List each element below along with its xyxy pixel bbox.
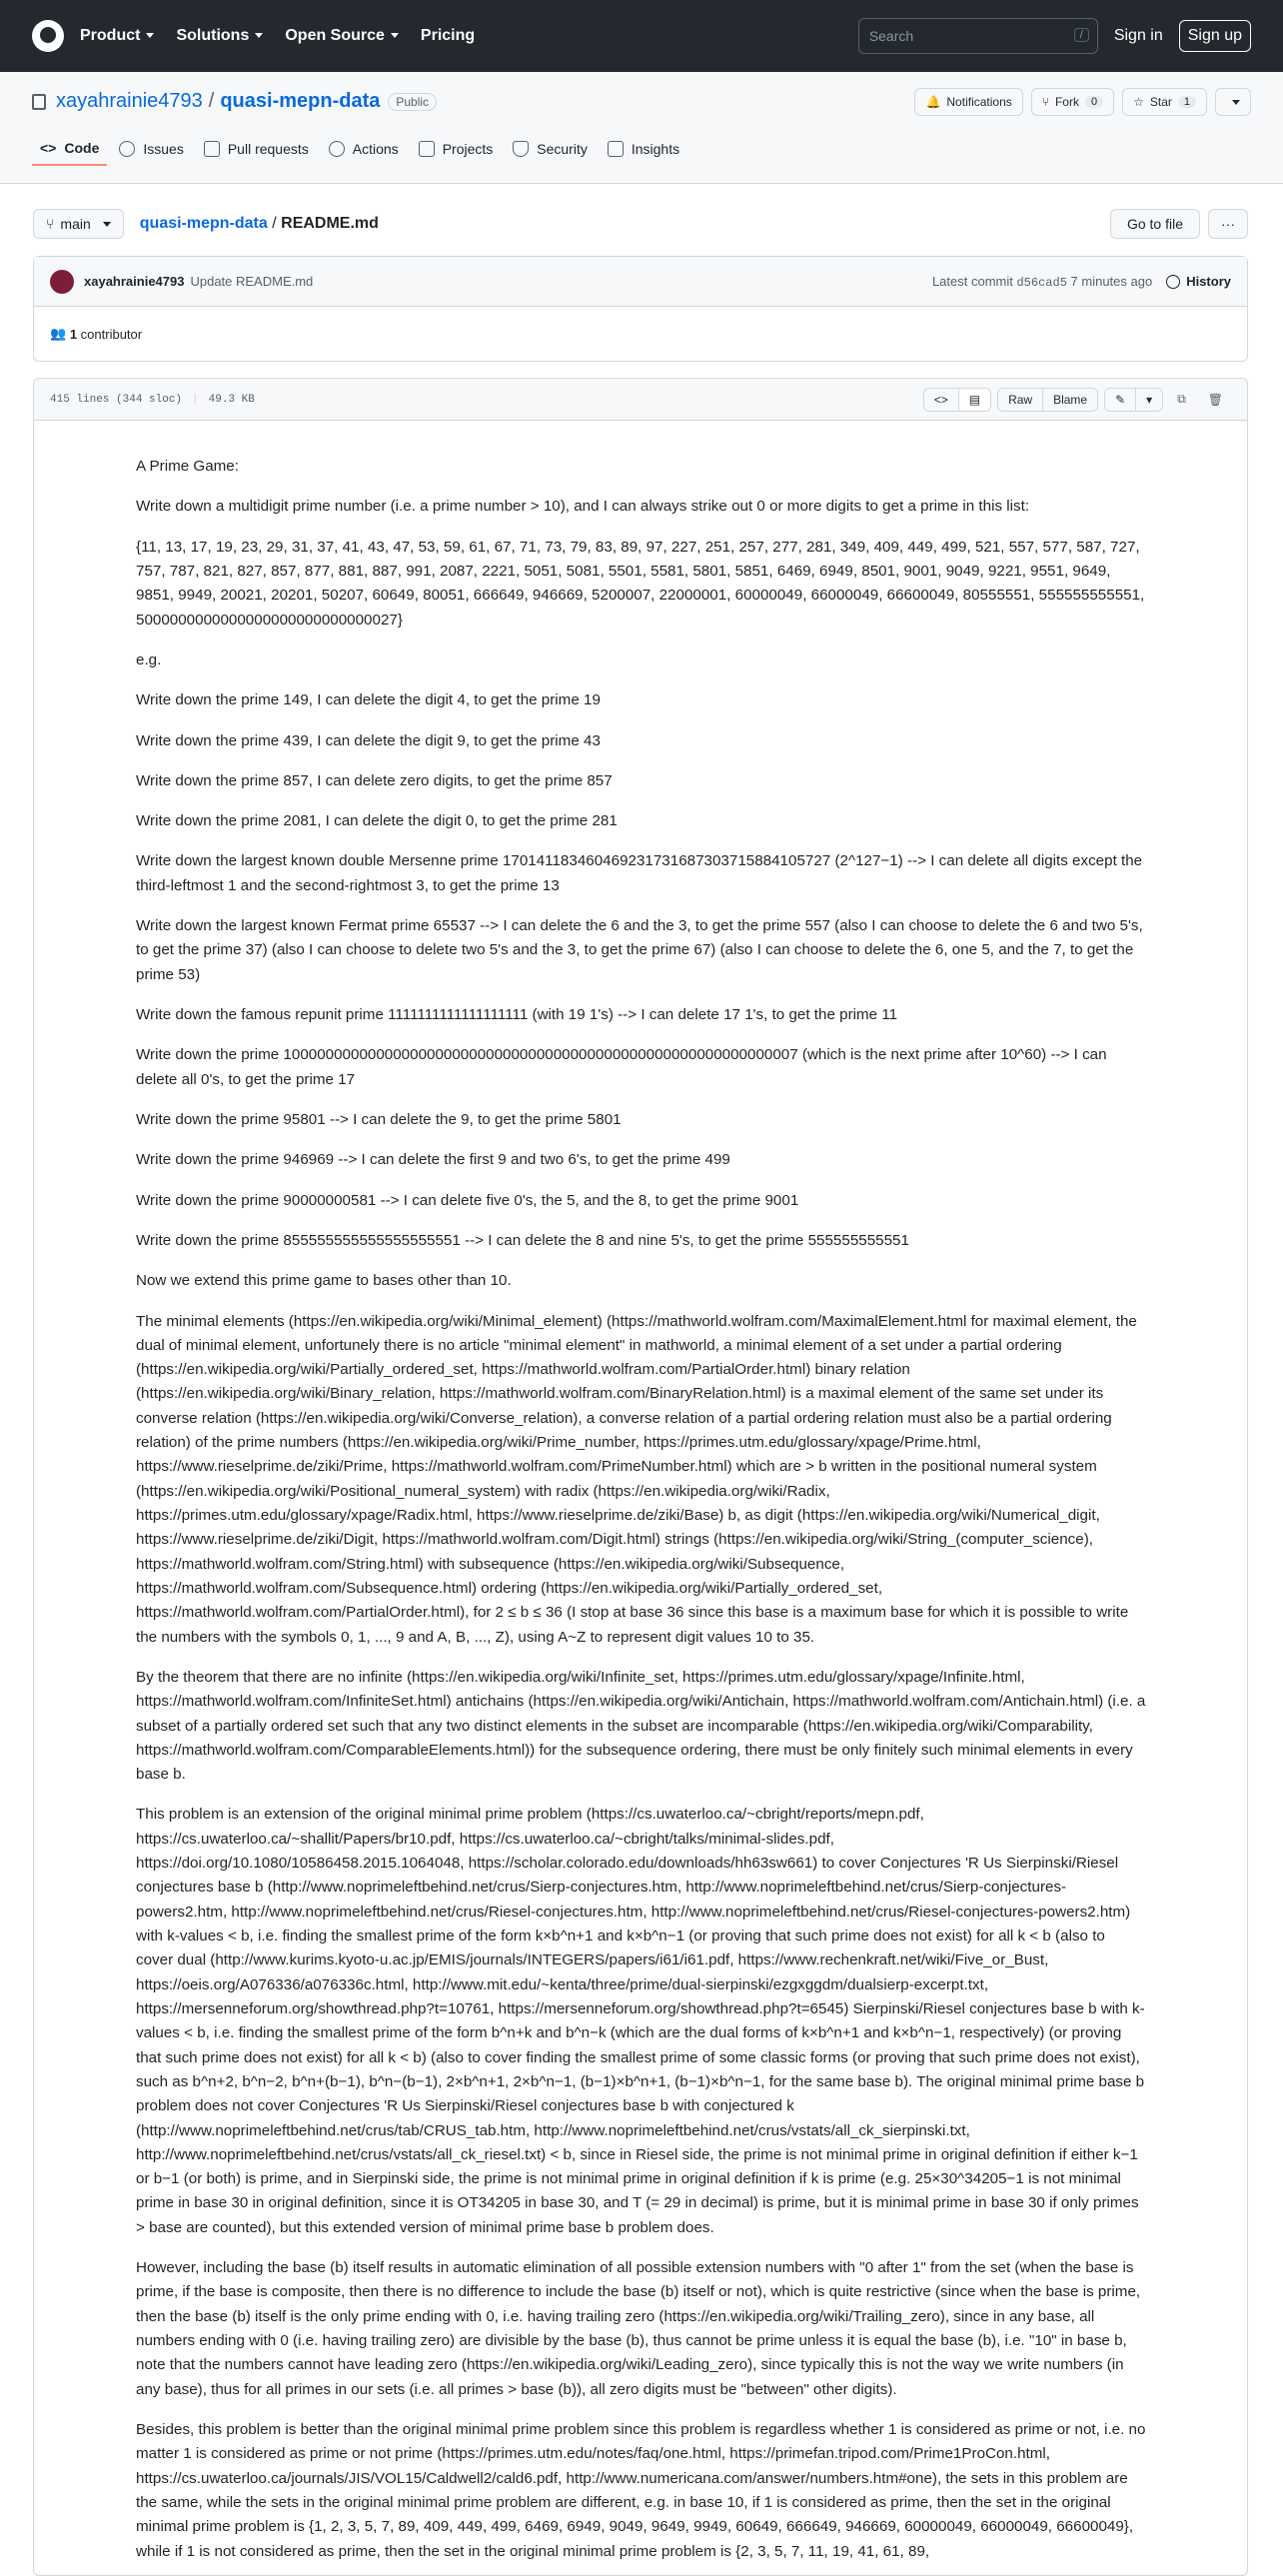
sign-up-button[interactable]: Sign up — [1179, 20, 1251, 52]
latest-commit-info: Latest commit d56cad5 7 minutes ago — [931, 273, 1153, 290]
code-icon: <> — [40, 140, 57, 156]
fork-count: 0 — [1085, 96, 1103, 108]
readme-paragraph: Write down the largest known double Mersenne prime 170141183460469231731687303715884105727 (2^127−1) --> I can delete all digits except the third-leftmost 1 and the second-rightmost 3, to get the prime 13 — [136, 852, 1143, 894]
sign-in-link[interactable]: Sign in — [1113, 27, 1163, 44]
chevron-down-icon — [391, 33, 399, 38]
readme-paragraph: The minimal elements (https://en.wikipedia.org/wiki/Minimal_element) (https://mathworld.wolfram.com/MaximalElement.html for maximal element, the dual of minimal element, unfortunely there is no article "minimal element" in mathworld, a minimal element of a set under a partial ordering (https://en.wikipedia.org/wiki/Partially_ordered_set, https://mathworld.wolfram.com/PartialOrder.html) binary relation (https://en.wikipedia.org/wiki/Binary_relation, https://mathworld.wolfram.com/BinaryRelation.html) is a maximal element of the same set under its converse relation (https://en.wikipedia.org/wiki/Converse_relation), a converse relation of a partial ordering relation must also be a partial ordering relation) of the prime numbers (https://en.wikipedia.org/wiki/Prime_number, https://primes.utm.edu/glossary/xpage/Prime.html, https://www.rieselprime.de/ziki/Prime, https://mathworld.wolfram.com/PrimeNumber.html) which are > b written in the positional numeral system (https://en.wikipedia.org/wiki/Positional_numeral_system) with radix (https://en.wikipedia.org/wiki/Radix, https://primes.utm.edu/glossary/xpage/Radix.html, https://www.rieselprime.de/ziki/Base) b, as digit (https://en.wikipedia.org/wiki/Numerical_digit, https://www.rieselprime.de/ziki/Digit, https://mathworld.wolfram.com/Digit.html) strings (https://en.wikipedia.org/wiki/String_(computer_science), https://mathworld.wolfram.com/String.html) with subsequence (https://en.wikipedia.org/wiki/Subsequence, https://mathworld.wolfram.com/Subsequence.html) ordering (https://en.wikipedia.org/wiki/Partially_ordered_set, https://mathworld.wolfram.com/PartialOrder.html), for 2 ≤ b ≤ 36 (I stop at base 36 since this base is a maximum base for which it is possible to write the numbers with the symbols 0, 1, ..., 9 and A, B, ..., Z), using A~Z to represent digit values 10 to 35. — [136, 1312, 1137, 1646]
readme-paragraph: However, including the base (b) itself results in automatic elimination of all possible extension numbers with "0 after 1" from the set (when the base is prime, if the base is composite, then there is no difference to include the base (b) itself or not), which is quite restrictive (since when the base is prime, then the base (b) itself is the only prime ending with 0, i.e. having trailing zero (https://en.wikipedia.org/wiki/Trailing_zero), since in any base, all numbers ending with 0 (i.e. having trailing zero) are divisible by the base (b), thus cannot be prime unless it is equal the base (b), i.e. "10" in base b, note that the numbers cannot have leading zero (https://en.wikipedia.org/wiki/Leading_zero), since typically this is not the way we write numbers (in any base), thus for all primes in our sets (i.e. all primes > base (b)), all zero digits must be "between" other digits). — [136, 2259, 1141, 2398]
chevron-down-icon — [1232, 100, 1240, 105]
chevron-down-icon — [103, 222, 111, 227]
breadcrumb-repo-link[interactable]: quasi-mepn-data — [139, 215, 268, 232]
repo-name-link[interactable]: quasi-mepn-data — [220, 90, 381, 112]
commit-sha[interactable]: d56cad5 — [1016, 275, 1067, 290]
shield-icon — [513, 141, 529, 157]
github-logo-icon[interactable] — [32, 20, 64, 52]
file-viewer: 415 lines (344 sloc) | 49.3 KB <> ▤ Raw Blame ✎ ▾ ⧉ 🗑 A Prime Game: Write down a multidigit prime number (i.e. a prime number > 10), and I can always strike out 0 or more digits to get a prime in this list: {11, 13, 17, 19, 23, 29, 31, 37, 41, 43, 47, 53, 59, 61, 67, 71, 73, 79, 83, 89, 97, 227, 251, 257, 277, 281, 349, 409, 449, 499, 521, 557, 577, 587, 727, 757, 787, 821, 827, 857, 877, 881, 887, 991, 2087, 2221, 5051, 5081, 5501, 5581, 5801, 5851, 6469, 6949, 8501, 9001, 9049, 9221, 9551, 9649, 9851, 9949, 20021, 20201, 50207, 60649, 80051, 666649, 946669, 5200007, 22000001, 60000049, 66000049, 66600049, 80555551, 555555555551, 5000000000000000000000000000027} e.g. Write down the prime 149, I can delete the digit 4, to get the prime 19 Write down the prime 439, I can delete the digit 9, to get the prime 43 Write down the prime 857, I can delete zero digits, to get the prime 857 Write down the prime 2081, I can delete the digit 0, to get the prime 281 Write down the largest known double Mersenne prime 170141183460469231731687303715884105727 (2^127−1) --> I can delete all digits except the third-leftmost 1 and the second-rightmost 3, to get the prime 13 Write down the largest known Fermat prime 65537 --> I can delete the 6 and the 3, to get the prime 557 (also I can choose to delete the 6 and two 5's, to get the prime 37) (also I can choose to delete two 5's and the 3, to get the prime 67) (also I can choose to delete the 6, one 5, and the 7, to get the prime 53) Write down the famous repunit prime 1111111111111111111 (with 19 1's) --> I can delete 17 1's, to get the prime 11 Write down the prime 1000000000000000000000000000000000000000000000000000000000007 (which is the next prime after 10^60) --> I can delete all 0's, to get the prime 17 Write down the prime 95801 --> I can delete the 9, to get the prime 5801 Write down the prime 946969 --> I can delete the first 9 and two 6's, to get the prime 499 Write down the prime 90000000581 --> I can delete five 0's, the 5, and the 8, to get the prime 9001 Write down the prime 855555555555555555551 --> I can delete the 8 and nine 5's, to get the prime 555555555551 Now we extend this prime game to bases other than 10. The minimal elements (https://en.wikipedia.org/wiki/Minimal_element) (https://mathworld.wolfram.com/MaximalElement.html for maximal element, the dual of minimal element, unfortunely there is no article "minimal element" in mathworld, a minimal element of a set under a partial ordering (https://en.wikipedia.org/wiki/Partially_ordered_set, https://mathworld.wolfram.com/PartialOrder.html) binary relation (https://en.wikipedia.org/wiki/Binary_relation, https://mathworld.wolfram.com/BinaryRelation.html) is a maximal element of the same set under its converse relation (https://en.wikipedia.org/wiki/Converse_relation), a converse relation of a partial ordering relation must also be a partial ordering relation) of the prime numbers (https://en.wikipedia.org/wiki/Prime_number, https://primes.utm.edu/glossary/xpage/Prime.html, https://www.rieselprime.de/ziki/Prime, https://mathworld.wolfram.com/PrimeNumber.html) which are > b written in the positional numeral system (https://en.wikipedia.org/wiki/Positional_numeral_system) with radix (https://en.wikipedia.org/wiki/Radix, https://primes.utm.edu/glossary/xpage/Radix.html, https://www.rieselprime.de/ziki/Base) b, as digit (https://en.wikipedia.org/wiki/Numerical_digit, https://www.rieselprime.de/ziki/Digit, https://mathworld.wolfram.com/Digit.html) strings (https://en.wikipedia.org/wiki/String_(computer_science), https://mathworld.wolfram.com/String.html) with subsequence (https://en.wikipedia.org/wiki/Subsequence, https://mathworld.wolfram.com/Subsequence.html) ordering (https://en.wikipedia.org/wiki/Partially_ordered_set, https://mathworld.wolfram.com/PartialOrder.html), for 2 ≤ b ≤ 36 (I stop at base 36 since this base is a maximum base for which it is possible to write the numbers with the symbols 0, 1, ..., 9 and A, B, ..., Z), using A~Z to represent digit values 10 to 35. By the theorem that there are no infinite (https://en.wikipedia.org/wiki/Infinite_set, https://primes.utm.edu/glossary/xpage/Infinite.html, https://mathworld.wolfram.com/InfiniteSet.html) antichains (https://en.wikipedia.org/wiki/Antichain, https://mathworld.wolfram.com/Antichain.html) (i.e. a subset of a partially ordered set such that any two distinct elements in the subset are incomparable (https://en.wikipedia.org/wiki/Comparability, https://mathworld.wolfram.com/ComparableElements.html)) for the subsequence ordering, there must be only finitely such minimal elements in every base b. This problem is an extension of the original minimal prime problem (https://cs.uwaterloo.ca/~cbright/reports/mepn.pdf, https://cs.uwaterloo.ca/~shallit/Papers/br10.pdf, https://cs.uwaterloo.ca/~cbright/talks/minimal-slides.pdf, https://doi.org/10.1080/10586458.2015.1064048, https://scholar.colorado.edu/downloads/hh63sw661) to cover Conjectures 'R Us Sierpinski/Riesel conjectures base b (http://www.noprimeleftbehind.net/crus/Sierp-conjectures.htm, http://www.noprimeleftbehind.net/crus/Sierp-conjectures-powers2.htm, http://www.noprimeleftbehind.net/crus/Riesel-conjectures.htm, http://www.noprimeleftbehind.net/crus/Riesel-conjectures-powers2.htm) with k-values < b, i.e. finding the smallest prime of the form k×b^n+1 and k×b^n−1 (or proving that such prime does not exist) for all k < b (also to cover dual (http://www.kurims.kyoto-u.ac.jp/EMIS/journals/INTEGERS/papers/i61/i61.pdf, https://www.rechenkraft.net/wiki/Five_or_Bust, https://oeis.org/A076336/a076336c.html, http://www.mit.edu/~kenta/three/prime/dual-sierpinski/ezgxggdm/dualsierp-excerpt.txt, https://mersenneforum.org/showthread.php?t=10761, https://mersenneforum.org/showthread.php?t=6545) Sierpinski/Riesel conjectures base b with k-values < b, i.e. finding the smallest prime of the form b^n+k and b^n−k (which are the dual forms of k×b^n+1 and k×b^n−1, respectively) (or proving that such prime does not exist) for all k < b) (also to cover finding the smallest prime of some classic forms (or proving that such prime does not exist), such as b^n+2, b^n−2, b^n+(b−1), b^n−(b−1), 2×b^n+1, 2×b^n−1, (b−1)×b^n+1, (b−1)×b^n−1, for the same base b). The original minimal prime base b problem does not cover Conjectures 'R Us Sierpinski/Riesel conjectures base b with conjectured k (http://www.noprimeleftbehind.net/crus/tab/CRUS_tab.htm, http://www.noprimeleftbehind.net/crus/vstats/all_ck_sierpinski.txt, http://www.noprimeleftbehind.net/crus/vstats/all_ck_riesel.txt) < b, since in Riesel side, the prime is not minimal prime in original definition if either k−1 or b−1 (or both) is prime, and in Sierpinski side, the prime is not minimal prime in original definition if k is prime (e.g. 25×30^34205−1 is not minimal prime in base 30 in original definition, since it is OT34205 in base 30, and T (= 29 in decimal) is prime, but it is minimal prime in base 30 if only primes > base are counted), but this extended version of minimal prime base b problem does. However, including the base (b) itself results in automatic elimination of all possible extension numbers with "0 after 1" from the set (when the base is prime, if the base is composite, then there is no difference to include the base (b) itself or not), which is quite restrictive (since when the base is prime, then the base (b) itself is the only prime ending with 0, i.e. having trailing zero (https://en.wikipedia.org/wiki/Trailing_zero), since in any base, all numbers ending with 0 (i.e. having trailing zero) are divisible by the base (b), thus cannot be prime unless it is equal the base (b), i.e. "10" in base b, note that the numbers cannot have leading zero (https://en.wikipedia.org/wiki/Leading_zero), since typically this is not the way we write numbers (in any base), thus for all primes in our sets (i.e. all primes > base (b)), all zero digits must be "between" other digits). Besides, this problem is better than the original minimal prime problem since this problem is regardless whether 1 is considered as prime or not, i.e. no matter 1 is considered as prime or not prime (https://primes.utm.edu/notes/faq/one.html, https://primefan.tripod.com/Prime1ProCon.html, https://cs.uwaterloo.ca/journals/JIS/VOL15/Caldwell2/cald6.pdf, http://www.numericana.com/answer/numbers.htm#one), the sets in this problem are the same, while the sets in the original minimal prime problem are different, e.g. in base 10, if 1 is considered as prime, then the set in the original minimal prime problem is {1, 2, 3, 5, 7, 89, 409, 449, 499, 6469, 6949, 9049, 9649, 9949, 60649, 666649, 946669, 60000049, 66000049, 66600049}, while if 1 is not considered as prime, then the set in the original minimal prime problem is {2, 3, 5, 7, 11, 19, 41, 61, 89, — [33, 378, 1248, 2576]
people-icon: 👥 — [50, 326, 67, 341]
issue-icon — [119, 141, 135, 157]
readme-paragraph: This problem is an extension of the original minimal prime problem (https://cs.uwaterloo.ca/~cbright/reports/mepn.pdf, https://cs.uwaterloo.ca/~shallit/Papers/br10.pdf, https://cs.uwaterloo.ca/~cbright/talks/minimal-slides.pdf, https://doi.org/10.1080/10586458.2015.1064048, https://scholar.colorado.edu/downloads/hh63sw661) to cover Conjectures 'R Us Sierpinski/Riesel conjectures base b (http://www.noprimeleftbehind.net/crus/Sierp-conjectures.htm, http://www.noprimeleftbehind.net/crus/Sierp-conjectures-powers2.htm, http://www.noprimeleftbehind.net/crus/Riesel-conjectures.htm, http://www.noprimeleftbehind.net/crus/Riesel-conjectures-powers2.htm) with k-values < b, i.e. finding the smallest prime of the form k×b^n+1 and k×b^n−1 (or proving that such prime does not exist) for all k < b (also to cover dual (http://www.kurims.kyoto-u.ac.jp/EMIS/journals/INTEGERS/papers/i61/i61.pdf, https://www.rechenkraft.net/wiki/Five_or_Bust, https://oeis.org/A076336/a076336c.html, http://www.mit.edu/~kenta/three/prime/dual-sierpinski/ezgxggdm/dualsierp-excerpt.txt, https://mersenneforum.org/showthread.php?t=10761, https://mersenneforum.org/showthread.php?t=6545) Sierpinski/Riesel conjectures base b with k-values < b, i.e. finding the smallest prime of the form b^n+k and b^n−k (which are the dual forms of k×b^n+1 and k×b^n−1, respectively) (or proving that such prime does not exist) for all k < b) (also to cover finding the smallest prime of some classic forms (or proving that such prime does not exist), such as b^n+2, b^n−2, b^n+(b−1), b^n−(b−1), 2×b^n+1, 2×b^n−1, (b−1)×b^n+1, (b−1)×b^n−1, for the same base b). The original minimal prime base b problem does not cover Conjectures 'R Us Sierpinski/Riesel conjectures base b with conjectured k (http://www.noprimeleftbehind.net/crus/tab/CRUS_tab.htm, http://www.noprimeleftbehind.net/crus/vstats/all_ck_sierpinski.txt, http://www.noprimeleftbehind.net/crus/vstats/all_ck_riesel.txt) < b, since in Riesel side, the prime is not minimal prime in original definition if either k−1 or b−1 (or both) is prime, and in Sierpinski side, the prime is not minimal prime in original definition if k is prime (e.g. 25×30^34205−1 is not minimal prime in base 30 in original definition, since it is OT34205 in base 30, and T (= 29 in decimal) is prime, but it is minimal prime in base 30 if only primes > base are counted), but this extended version of minimal prime base b problem does. — [136, 1806, 1145, 2236]
readme-content — [34, 421, 1247, 2564]
tab-actions[interactable]: Actions — [321, 132, 407, 166]
chevron-down-icon[interactable]: ▾ — [1136, 389, 1162, 411]
raw-button[interactable]: Raw — [998, 389, 1043, 411]
play-icon — [329, 141, 345, 157]
readme-paragraph: Write down the largest known Fermat prime 65537 --> I can delete the 6 and the 3, to get the prime 557 (also I can choose to delete the 6 and two 5's, to get the prime 37) (also I can choose to delete two 5's and the 3, to get the prime 67) (also I can choose to delete the 6, one 5, and the 7, to get the prime 53) — [136, 917, 1143, 983]
graph-icon — [608, 141, 624, 157]
readme-paragraph: Besides, this problem is better than the original minimal prime problem since this problem is regardless whether 1 is considered as prime or not, i.e. no matter 1 is considered as prime or not prime (https://primes.utm.edu/notes/faq/one.html, https://primefan.tripod.com/Prime1ProCon.html, https://cs.uwaterloo.ca/journals/JIS/VOL15/Caldwell2/cald6.pdf, http://www.numericana.com/answer/numbers.htm#one), the sets in this problem are the same, while the sets in the original minimal prime problem are different, e.g. in base 10, if 1 is considered as prime, then the set in the original minimal prime problem is {1, 2, 3, 5, 7, 89, 409, 449, 499, 6469, 6949, 9049, 9649, 9949, 60649, 666649, 946669, 60000049, 66000049, 66600049}, while if 1 is not considered as prime, then the set in the original minimal prime problem is {2, 3, 5, 7, 11, 19, 41, 61, 89, — [136, 2420, 1146, 2560]
edit-pencil-icon[interactable]: ✎ — [1105, 389, 1136, 411]
preview-file-icon[interactable]: ▤ — [959, 389, 990, 411]
search-input[interactable]: Search / — [858, 18, 1098, 54]
copy-icon[interactable]: ⧉ — [1177, 392, 1186, 406]
path-separator: / — [208, 90, 215, 112]
readme-paragraph: Write down a multidigit prime number (i.e. a prime number > 10), and I can always strike out 0 or more digits to get a prime in this list: — [136, 498, 1030, 516]
pull-request-icon — [204, 141, 220, 157]
history-icon — [1166, 275, 1180, 289]
branch-icon: ⑂ — [46, 216, 55, 232]
branch-select-button[interactable]: ⑂ main — [33, 209, 124, 239]
readme-paragraph: Write down the prime 2081, I can delete the digit 0, to get the prime 281 — [136, 812, 618, 830]
more-options-button[interactable]: ··· — [1208, 209, 1248, 239]
readme-paragraph: By the theorem that there are no infinite (https://en.wikipedia.org/wiki/Infinite_set, https://primes.utm.edu/glossary/xpage/Infinite.html, https://mathworld.wolfram.com/InfiniteSet.html) antichains (https://en.wikipedia.org/wiki/Antichain, https://mathworld.wolfram.com/Antichain.html) (i.e. a subset of a partially ordered set such that any two distinct elements in the subset are incomparable (https://en.wikipedia.org/wiki/Comparability, https://mathworld.wolfram.com/ComparableElements.html)) for the subsequence ordering, there must be only finitely such minimal elements in every base b. — [136, 1668, 1146, 1784]
chevron-down-icon — [146, 33, 154, 38]
search-shortcut-key: / — [1074, 28, 1089, 42]
readme-paragraph: Write down the prime 1000000000000000000000000000000000000000000000000000000000007 (which is the next prime after 10^60) --> I can delete all 0's, to get the prime 17 — [136, 1046, 1107, 1088]
breadcrumb: quasi-mepn-data / README.md — [139, 215, 379, 232]
file-size: 49.3 KB — [208, 393, 255, 406]
chevron-down-icon — [255, 33, 263, 38]
readme-paragraph: Write down the prime 857, I can delete zero digits, to get the prime 857 — [136, 771, 613, 789]
latest-commit-box — [33, 256, 1248, 362]
tab-projects[interactable]: Projects — [411, 132, 502, 166]
readme-paragraph: Write down the prime 946969 --> I can delete the first 9 and two 6's, to get the prime 499 — [136, 1151, 730, 1169]
line-count: 415 lines (344 sloc) — [50, 393, 183, 406]
avatar[interactable] — [50, 270, 74, 294]
repo-icon — [32, 94, 46, 110]
readme-paragraph: Write down the prime 95801 --> I can delete the 9, to get the prime 5801 — [136, 1110, 622, 1128]
trash-icon[interactable]: 🗑 — [1207, 392, 1223, 407]
fork-button[interactable]: ⑂ Fork 0 — [1031, 88, 1114, 116]
nav-solutions[interactable]: Solutions — [176, 27, 263, 45]
star-button[interactable]: ☆ Star 1 — [1122, 88, 1207, 116]
readme-paragraph: Now we extend this prime game to bases other than 10. — [136, 1272, 512, 1290]
file-navigation — [33, 200, 1248, 248]
commit-author-link[interactable]: xayahrainie4793 — [84, 274, 185, 289]
contributors-link[interactable]: 👥 1 contributor — [50, 326, 143, 342]
nav-open-source[interactable]: Open Source — [285, 27, 399, 45]
nav-product[interactable]: Product — [80, 27, 154, 45]
readme-paragraph: Write down the prime 90000000581 --> I can delete five 0's, the 5, and the 8, to get the prime 9001 — [136, 1191, 799, 1209]
readme-paragraph: {11, 13, 17, 19, 23, 29, 31, 37, 41, 43, 47, 53, 59, 61, 67, 71, 73, 79, 83, 89, 97, 227, 251, 257, 277, 281, 349, 409, 449, 499, 521, 557, 577, 587, 727, 757, 787, 821, 827, 857, 877, 881, 887, 991, 2087, 2221, 5051, 5081, 5501, 5581, 5801, 5851, 6469, 6949, 8501, 9001, 9049, 9221, 9551, 9649, 9851, 9949, 20021, 20201, 50207, 60649, 80051, 666649, 946669, 5200007, 22000001, 60000049, 66000049, 66600049, 80555551, 555555555551, 5000000000000000000000000000027} — [136, 538, 1145, 629]
tab-security[interactable]: Security — [505, 132, 596, 166]
history-button[interactable]: History — [1166, 274, 1231, 289]
tab-insights[interactable]: Insights — [600, 132, 687, 166]
star-icon: ☆ — [1133, 95, 1144, 109]
readme-paragraph: e.g. — [136, 650, 162, 668]
blame-button[interactable]: Blame — [1043, 389, 1097, 411]
star-count: 1 — [1178, 96, 1196, 108]
go-to-file-button[interactable]: Go to file — [1110, 209, 1200, 239]
fork-icon: ⑂ — [1041, 95, 1049, 109]
breadcrumb-filename: README.md — [281, 215, 379, 232]
tab-pull-requests[interactable]: Pull requests — [196, 132, 317, 166]
readme-paragraph: Write down the prime 439, I can delete the digit 9, to get the prime 43 — [136, 731, 601, 749]
repository-header — [0, 72, 1283, 184]
readme-paragraph: A Prime Game: — [136, 458, 239, 475]
readme-paragraph: Write down the famous repunit prime 1111111111111111111 (with 19 1's) --> I can delete 17 1's, to get the prime 11 — [136, 1006, 898, 1023]
readme-paragraph: Write down the prime 855555555555555555551 --> I can delete the 8 and nine 5's, to get the prime 555555555551 — [136, 1231, 909, 1249]
top-navigation-bar — [0, 0, 1283, 72]
nav-pricing[interactable]: Pricing — [420, 27, 476, 44]
commit-message[interactable]: Update README.md — [190, 274, 314, 289]
star-dropdown-button[interactable] — [1215, 88, 1251, 116]
table-icon — [419, 141, 435, 157]
visibility-badge: Public — [388, 93, 437, 111]
notifications-button[interactable]: 🔔 Notifications — [914, 88, 1022, 116]
bell-icon: 🔔 — [925, 95, 941, 109]
repo-owner-link[interactable]: xayahrainie4793 — [56, 90, 203, 112]
tab-issues[interactable]: Issues — [111, 132, 191, 166]
readme-paragraph: Write down the prime 149, I can delete the digit 4, to get the prime 19 — [136, 691, 601, 709]
code-view-icon[interactable]: <> — [924, 389, 959, 411]
tab-code[interactable]: <> Code — [32, 132, 107, 166]
